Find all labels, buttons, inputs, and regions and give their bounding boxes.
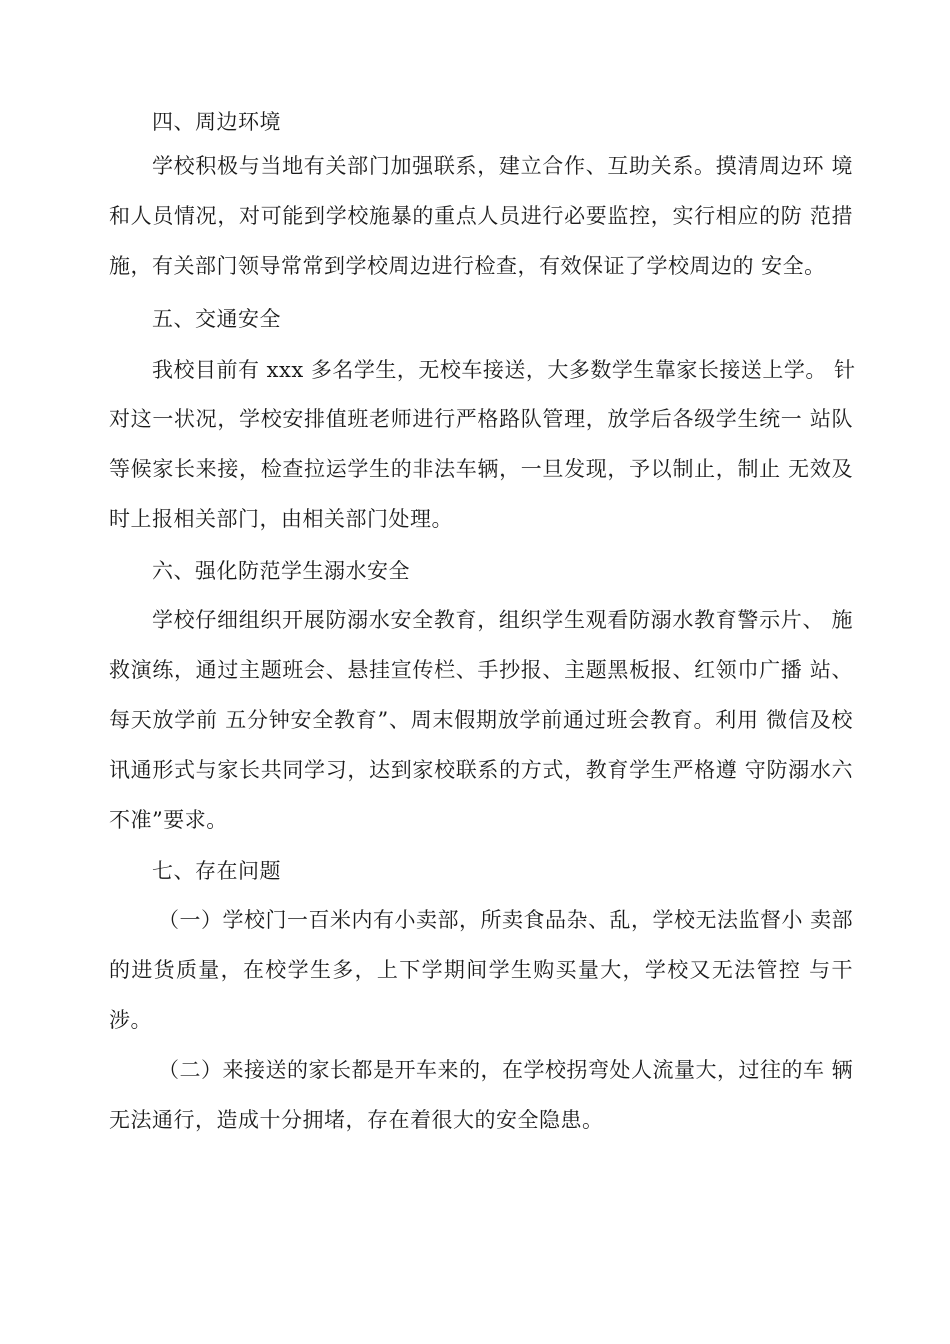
paragraph-line: 学校仔细组织开展防溺水安全教育，组织学生观看防溺水教育警示片、 施 (152, 608, 853, 632)
paragraph-line: 讯通形式与家长共同学习，达到家校联系的方式，教育学生严格遵 守防溺水六 (109, 758, 853, 782)
paragraph-line: 不准”要求。 (109, 808, 228, 832)
section-heading-drowning: 六、强化防范学生溺水安全 (152, 559, 410, 583)
section-heading-traffic: 五、交通安全 (152, 307, 281, 331)
paragraph-line: 无法通行，造成十分拥堵，存在着很大的安全隐患。 (109, 1108, 604, 1132)
paragraph-line: 救演练，通过主题班会、悬挂宣传栏、手抄报、主题黑板报、红领巾广播 站、 (109, 658, 853, 682)
paragraph-line: 对这一状况，学校安排值班老师进行严格路队管理，放学后各级学生统一 站队 (109, 407, 853, 431)
paragraph-line: 和人员情况，对可能到学校施暴的重点人员进行必要监控，实行相应的防 范措 (109, 204, 853, 228)
paragraph-line: 每天放学前 五分钟安全教育”、周末假期放学前通过班会教育。利用 微信及校 (109, 708, 853, 732)
paragraph-line: 涉。 (109, 1008, 152, 1032)
paragraph-line: 施，有关部门领导常常到学校周边进行检查，有效保证了学校周边的 安全。 (109, 254, 826, 278)
paragraph-line: 我校目前有 xxx 多名学生，无校车接送，大多数学生靠家长接送上学。 针 (152, 358, 856, 382)
section-heading-surroundings: 四、周边环境 (152, 110, 281, 134)
paragraph-line: 等候家长来接，检查拉运学生的非法车辆，一旦发现，予以制止，制止 无效及 (109, 457, 853, 481)
paragraph-line: 时上报相关部门，由相关部门处理。 (109, 507, 453, 531)
section-heading-problems: 七、存在问题 (152, 859, 281, 883)
paragraph-line: （一）学校门一百米内有小卖部，所卖食品杂、乱，学校无法监督小 卖部 (158, 908, 854, 932)
paragraph-line: （二）来接送的家长都是开车来的，在学校拐弯处人流量大，过往的车 辆 (158, 1058, 854, 1082)
paragraph-line: 的进货质量，在校学生多，上下学期间学生购买量大，学校又无法管控 与干 (109, 958, 853, 982)
paragraph-line: 学校积极与当地有关部门加强联系，建立合作、互助关系。摸清周边环 境 (152, 154, 853, 178)
